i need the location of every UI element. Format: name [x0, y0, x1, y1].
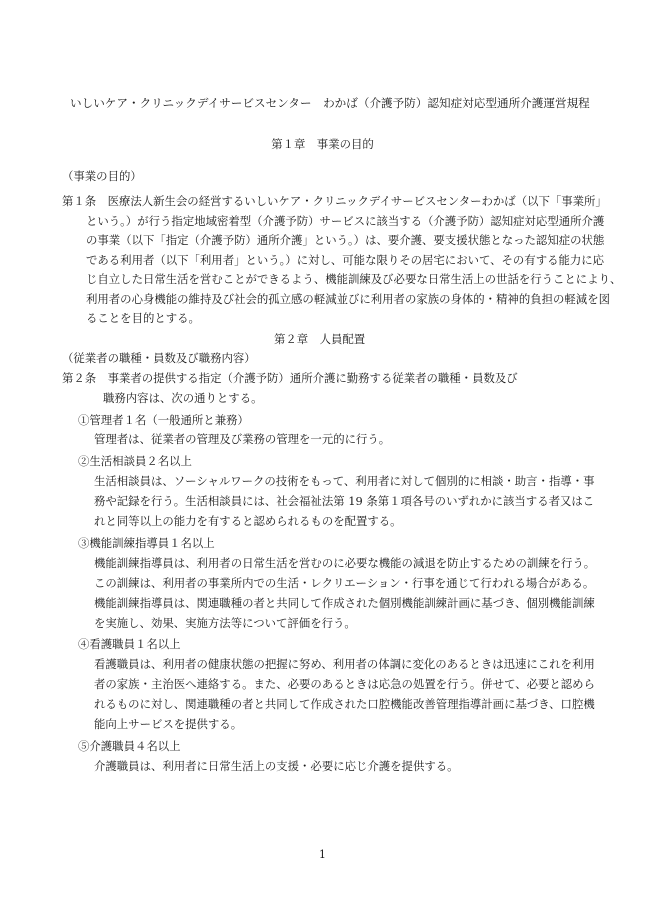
- article-1-line: 利用者の心身機能の維持及び社会的孤立感の軽減並びに利用者の家族の身体的・精神的負担の軽減を図: [86, 292, 610, 306]
- document-title: いしいケア・クリニックデイサービスセンター わかば（介護予防）認知症対応型通所介護運営規程: [70, 96, 590, 110]
- item-caregiver-text: 介護職員は、利用者に日常生活上の支援・必要に応じ介護を提供する。: [94, 759, 459, 773]
- item-nurse-text: 看護職員は、利用者の健康状態の把握に努め、利用者の体調に変化のあるときは迅速にこれを利用: [94, 657, 595, 671]
- item-counselor-text: 務や記録を行う。生活相談員には、社会福祉法第 19 条第１項各号のいずれかに該当する者又はこ: [94, 494, 595, 508]
- article-1-line: である利用者（以下「利用者」という。）に対し、可能な限りその居宅において、その有する能力に応: [86, 253, 605, 267]
- item-counselor-heading: ②生活相談員２名以上: [78, 454, 192, 468]
- item-nurse-text: れるものに対し、関連職種の者と共同して作成された口腔機能改善管理指導計画に基づき、口腔機: [94, 697, 595, 711]
- chapter-1-heading: 第１章 事業の目的: [271, 137, 374, 151]
- item-trainer-heading: ③機能訓練指導員１名以上: [78, 536, 215, 550]
- item-manager-text: 管理者は、従業者の管理及び業務の管理を一元的に行う。: [94, 432, 391, 446]
- article-1-line: ることを目的とする。: [86, 311, 200, 325]
- chapter-2-heading: 第２章 人員配置: [274, 332, 366, 346]
- chapter-2-section-label: （従業者の職種・員数及び職務内容）: [62, 351, 256, 365]
- article-1-line: じ自立した日常生活を営むことができるよう、機能訓練及び必要な日常生活上の世話を行うことにより、: [86, 272, 622, 286]
- article-2-line: 職務内容は、次の通りとする。: [103, 391, 263, 405]
- item-counselor-text: れと同等以上の能力を有すると認められるものを配置する。: [94, 514, 402, 528]
- article-1-line: 第１条 医療法人新生会の経営するいしいケア・クリニックデイサービスセンターわかば（以下「事業所」: [62, 194, 607, 208]
- item-manager-heading: ①管理者１名（一般通所と兼務）: [78, 413, 249, 427]
- article-2-line: 第２条 事業者の提供する指定（介護予防）通所介護に勤務する従業者の職種・員数及び: [62, 371, 518, 385]
- item-trainer-text: 機能訓練指導員は、利用者の日常生活を営むのに必要な機能の減退を防止するための訓練を行う。: [94, 556, 596, 570]
- item-nurse-heading: ④看護職員１名以上: [78, 637, 181, 651]
- item-trainer-text: 機能訓練指導員は、関連職種の者と共同して作成された個別機能訓練計画に基づき、個別機能訓練: [94, 596, 595, 610]
- chapter-1-section-label: （事業の目的）: [62, 169, 142, 183]
- item-nurse-text: 能向上サービスを提供する。: [94, 717, 243, 731]
- page-number: 1: [319, 848, 326, 861]
- article-1-line: という。）が行う指定地域密着型（介護予防）サービスに該当する（介護予防）認知症対応型通所介護: [86, 214, 605, 228]
- item-trainer-text: この訓練は、利用者の事業所内での生活・レクリエーション・行事を通じて行われる場合がある。: [94, 576, 595, 590]
- item-nurse-text: 者の家族・主治医へ連絡する。また、必要のあるときは応急の処置を行う。併せて、必要と認めら: [94, 677, 595, 691]
- item-trainer-text: を実施し、効果、実施方法等について評価を行う。: [94, 616, 356, 630]
- article-1-line: の事業（以下「指定（介護予防）通所介護」という。）は、要介護、要支援状態となった認知症の状態: [86, 233, 605, 247]
- item-counselor-text: 生活相談員は、ソーシャルワークの技術をもって、利用者に対して個別的に相談・助言・指導・事: [94, 474, 595, 488]
- item-caregiver-heading: ⑤介護職員４名以上: [78, 739, 181, 753]
